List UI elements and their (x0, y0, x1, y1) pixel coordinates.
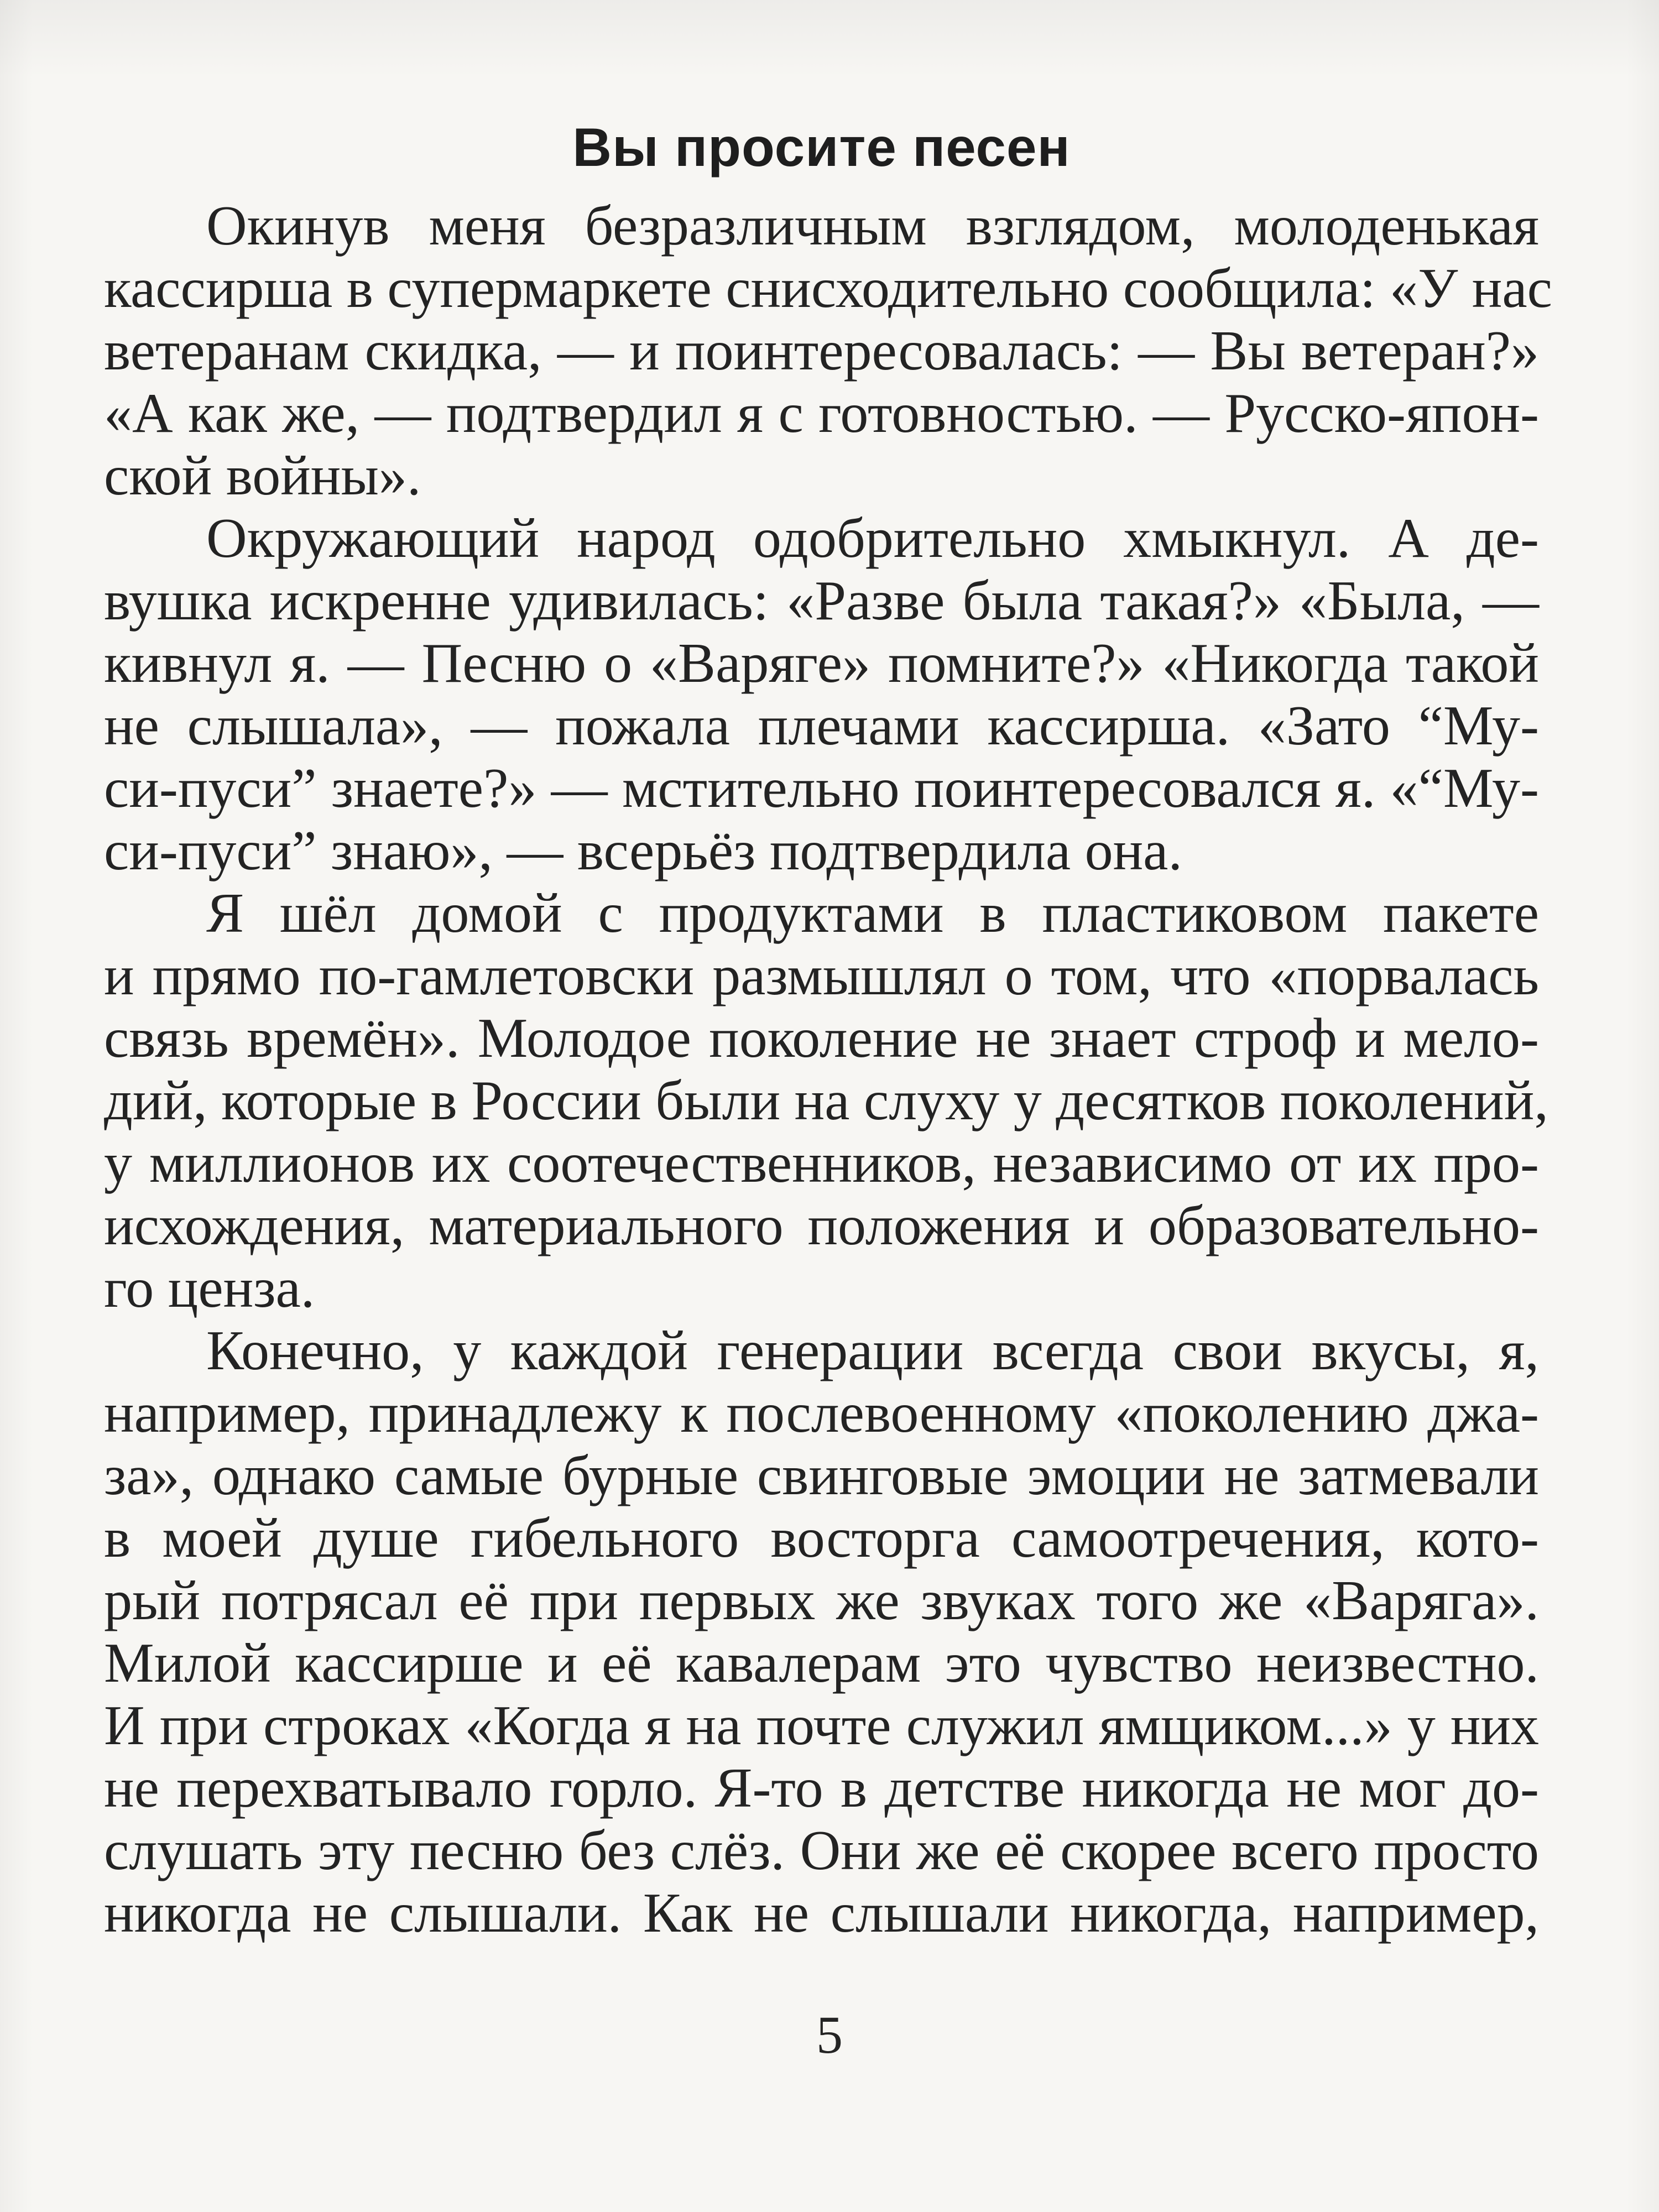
text-line: Конечно, у каждой генерации всегда свои вкусы, я, (206, 1319, 1539, 1382)
text-block (104, 100, 1552, 1944)
text-line: дий, которые в России были на слуху у десятков поколений, (104, 1070, 1548, 1132)
paragraph-3 (104, 882, 1548, 1319)
text-line: никогда не слышали. Как не слышали никогда, например, (104, 1882, 1539, 1944)
paragraph-4 (104, 1319, 1539, 1944)
text-line: кивнул я. — Песню о «Варяге» помните?» «Никогда такой (104, 632, 1539, 695)
text-line: и прямо по-гамлетовски размышлял о том, что «порвалась (104, 945, 1539, 1007)
text-line: не слышала», — пожала плечами кассирша. «Зато “Му- (104, 695, 1539, 757)
text-line: го ценза. (104, 1257, 315, 1319)
text-line: Окинув меня безразличным взглядом, молоденькая (206, 195, 1539, 257)
text-line: вушка искренне удивилась: «Разве была такая?» «Была, — (104, 570, 1539, 632)
page-number: 5 (816, 2005, 843, 2064)
text-line: например, принадлежу к послевоенному «поколению джа- (104, 1382, 1539, 1444)
text-line: си-пуси” знаю», — всерьёз подтвердила она. (104, 820, 1182, 882)
text-line: Милой кассирше и её кавалерам это чувство неизвестно. (104, 1632, 1539, 1694)
text-line: в моей душе гибельного восторга самоотречения, кото- (104, 1507, 1539, 1569)
text-line: слушать эту песню без слёз. Они же её скорее всего просто (104, 1819, 1539, 1882)
text-line: ветеранам скидка, — и поинтересовалась: — Вы ветеран?» (104, 320, 1539, 382)
text-line: Я шёл домой с продуктами в пластиковом пакете (206, 882, 1539, 945)
text-line: И при строках «Когда я на почте служил ямщиком...» у них (104, 1694, 1539, 1757)
paragraph-1 (104, 195, 1552, 507)
text-line: рый потрясал её при первых же звуках того же «Варяга». (104, 1569, 1539, 1632)
text-line: исхождения, материального положения и образовательно- (104, 1194, 1539, 1257)
paragraph-2 (104, 507, 1539, 882)
text-line: кассирша в супермаркете снисходительно сообщила: «У нас (104, 257, 1552, 320)
text-line: не перехватывало горло. Я-то в детстве никогда не мог до- (104, 1757, 1539, 1819)
text-line: «А как же, — подтвердил я с готовностью. — Русско-япон- (104, 382, 1539, 445)
text-line: у миллионов их соотечественников, независимо от их про- (104, 1132, 1539, 1194)
text-line: си-пуси” знаете?» — мстительно поинтересовался я. «“Му- (104, 757, 1539, 820)
text-line: ской войны». (104, 445, 421, 507)
text-line: связь времён». Молодое поколение не знает строф и мело- (104, 1007, 1539, 1070)
chapter-title: Вы просите песен (572, 117, 1071, 178)
text-line: Окружающий народ одобрительно хмыкнул. А де- (206, 507, 1539, 570)
text-line: за», однако самые бурные свинговые эмоции не затмевали (104, 1444, 1539, 1507)
show-through-shadow (0, 0, 1659, 77)
